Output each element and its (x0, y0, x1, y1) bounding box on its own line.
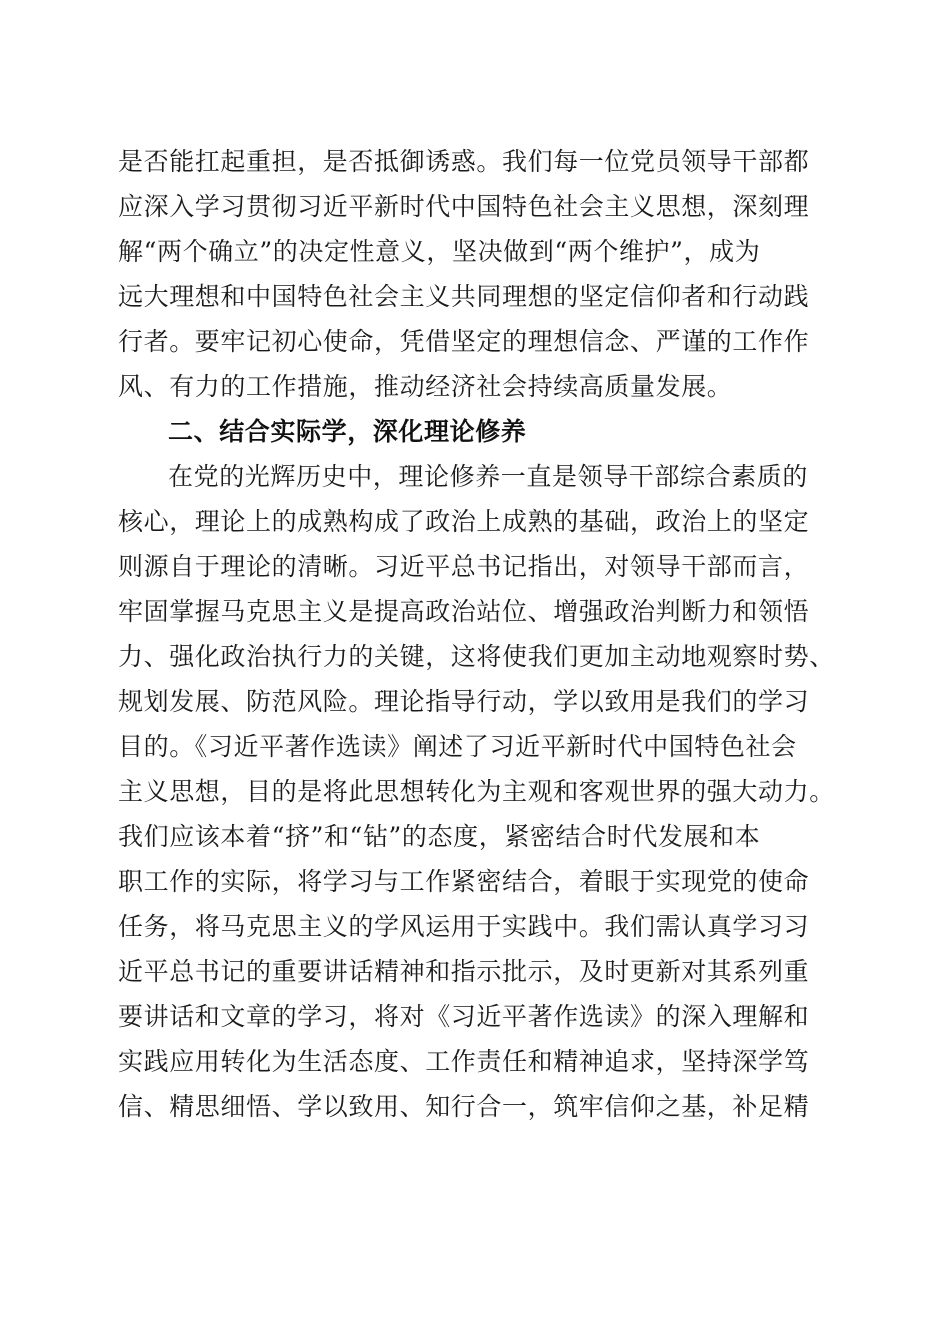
paragraph-line: 行者。要牢记初心使命，凭借坚定的理想信念、严谨的工作作 (118, 327, 810, 356)
paragraph-line: 信、精思细悟、学以致用、知行合一，筑牢信仰之基，补足精 (118, 1092, 810, 1121)
paragraph-line: 在党的光辉历史中，理论修养一直是领导干部综合素质的 (168, 462, 809, 491)
paragraph-line: 应深入学习贯彻习近平新时代中国特色社会主义思想，深刻理 (118, 192, 810, 221)
paragraph-line: 解“两个确立”的决定性意义，坚决做到“两个维护”，成为 (118, 237, 761, 266)
paragraph-line: 远大理想和中国特色社会主义共同理想的坚定信仰者和行动践 (118, 282, 810, 311)
paragraph-line: 核心，理论上的成熟构成了政治上成熟的基础，政治上的坚定 (118, 507, 810, 536)
paragraph-line: 要讲话和文章的学习，将对《习近平著作选读》的深入理解和 (118, 1002, 810, 1031)
paragraph-line: 实践应用转化为生活态度、工作责任和精神追求，坚持深学笃 (118, 1047, 810, 1076)
paragraph-line: 规划发展、防范风险。理论指导行动，学以致用是我们的学习 (118, 687, 810, 716)
paragraph-line: 是否能扛起重担，是否抵御诱惑。我们每一位党员领导干部都 (118, 147, 810, 176)
paragraph-line: 主义思想，目的是将此思想转化为主观和客观世界的强大动力。 (118, 777, 835, 806)
paragraph-line: 我们应该本着“挤”和“钻”的态度，紧密结合时代发展和本 (118, 822, 761, 851)
paragraph-line: 风、有力的工作措施，推动经济社会持续高质量发展。 (118, 372, 733, 401)
paragraph-line: 力、强化政治执行力的关键，这将使我们更加主动地观察时势、 (118, 642, 835, 671)
section-heading: 二、结合实际学，深化理论修养 (168, 417, 527, 446)
paragraph-line: 职工作的实际，将学习与工作紧密结合，着眼于实现党的使命 (118, 867, 810, 896)
paragraph-line: 目的。《习近平著作选读》阐述了习近平新时代中国特色社会 (118, 732, 797, 761)
paragraph-line: 任务，将马克思主义的学风运用于实践中。我们需认真学习习 (118, 912, 810, 941)
paragraph-line: 近平总书记的重要讲话精神和指示批示，及时更新对其系列重 (118, 957, 810, 986)
paragraph-line: 牢固掌握马克思主义是提高政治站位、增强政治判断力和领悟 (118, 597, 810, 626)
paragraph-line: 则源自于理论的清晰。习近平总书记指出，对领导干部而言， (118, 552, 810, 581)
